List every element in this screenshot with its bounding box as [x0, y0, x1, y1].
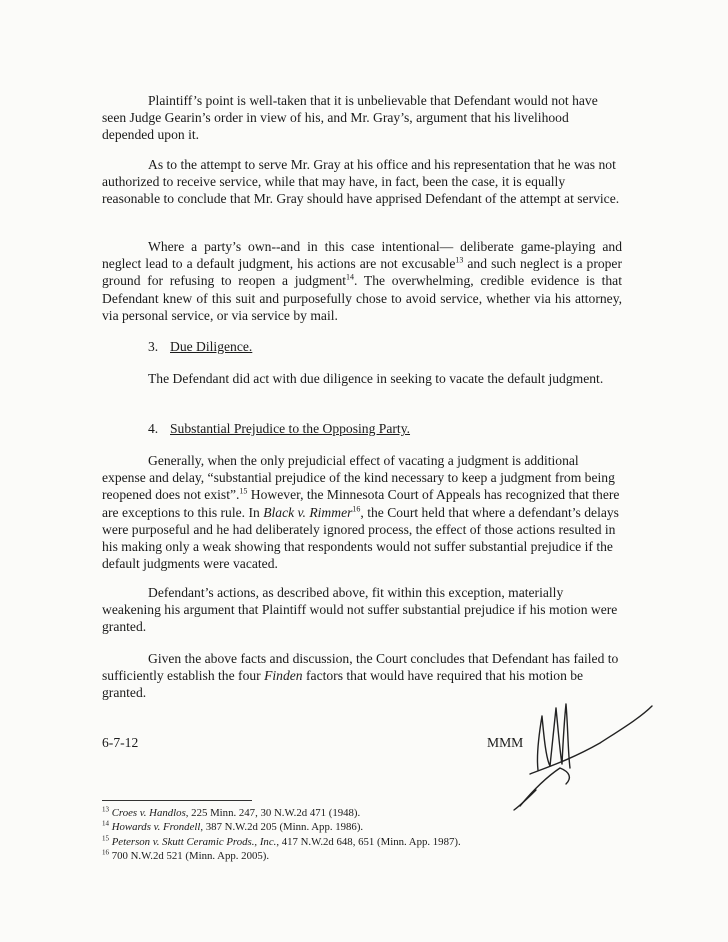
- footnote-number: 13: [102, 805, 109, 814]
- section-heading-substantial-prejudice: [148, 420, 410, 437]
- footnote-ref-13: 13: [455, 255, 464, 265]
- footnote-cite: , 225 Minn. 247, 30 N.W.2d 471 (1948).: [185, 807, 361, 819]
- heading-title: Substantial Prejudice to the Opposing Party.: [170, 421, 411, 436]
- handwritten-signature: [500, 698, 660, 813]
- footnote-cite: , 417 N.W.2d 648, 651 (Minn. App. 1987).: [276, 835, 461, 848]
- text-segment: Generally, when the only prejudicial effect of vacating a judgment is additional expense and delay, “substantial prejudice of the kind necessary to keep a judgment from being reopened does not exist”.: [102, 453, 615, 503]
- footnote-case: Peterson v. Skutt Ceramic Prods., Inc.: [111, 835, 277, 848]
- judge-initials: MMM: [487, 735, 524, 750]
- footnote-13: [102, 806, 461, 820]
- paragraph-due-diligence: The Defendant did act with due diligence in seeking to vacate the default judgment.: [148, 371, 604, 386]
- footnote-15: [102, 835, 461, 849]
- text-segment: . The overwhelming, credible evidence is that Defendant knew of this suit and purposefully chose to avoid service, whether via his attorney, via personal service, or via service by mail.: [102, 273, 622, 323]
- footnote-case: Croes v. Handlos: [111, 807, 186, 819]
- text-segment: , the Court held that where a defendant’s delays were purposeful and he had deliberately ignored process, the effect of those actions resulted in his making only a weak showing that respondents would not suffer substantial prejudice if the default judgments were vacated.: [102, 504, 619, 572]
- finden-term: Finden: [264, 668, 303, 684]
- footnote-separator: [102, 800, 252, 801]
- footnote-16: [102, 849, 461, 863]
- text-segment: and such neglect is a proper ground for refusing to reopen a judgment: [102, 256, 622, 289]
- footnotes: [102, 806, 461, 864]
- footnote-number: 14: [102, 819, 109, 828]
- footnote-cite: 700 N.W.2d 521 (Minn. App. 2005).: [111, 850, 270, 863]
- footnote-ref-15: 15: [239, 486, 248, 496]
- case-name: Black v. Rimmer: [263, 504, 353, 520]
- text-segment: Given the above facts and discussion, the Court concludes that Defendant has failed to sufficiently establish the four: [102, 651, 619, 684]
- paragraph-conclusion: [102, 650, 622, 702]
- footnote-ref-16: 16: [352, 504, 361, 514]
- text-segment: Where a party’s own--and in this case intentional— deliberate game-playing and neglect lead to a default judgment, his actions are not excusable: [102, 239, 622, 272]
- paragraph-exception: Defendant’s actions, as described above, fit within this exception, materially weakening his argument that Plaintiff would not suffer substantial prejudice if his motion were granted.: [102, 585, 618, 635]
- section-heading-due-diligence: [148, 338, 252, 355]
- footnote-14: [102, 820, 461, 834]
- text-segment: factors that would have required that his motion be granted.: [102, 668, 584, 701]
- footnote-case: Howards v. Frondell: [111, 821, 201, 834]
- paragraph-service-attempt: As to the attempt to serve Mr. Gray at his office and his representation that he was not authorized to receive service, while that may have, in fact, been the case, it is equally reasonable to conclude that Mr. Gray should have apprised Defendant of the attempt at service.: [102, 157, 620, 207]
- heading-number: 4.: [148, 421, 159, 436]
- paragraph-game-playing: [102, 238, 622, 324]
- heading-number: 3.: [148, 339, 159, 354]
- heading-title: Due Diligence.: [170, 339, 253, 354]
- footnote-cite: , 387 N.W.2d 205 (Minn. App. 1986).: [200, 821, 364, 834]
- paragraph-unbelievable: Plaintiff’s point is well-taken that it is unbelievable that Defendant would not have seen Judge Gearin’s order in view of his, and Mr. Gray’s, argument that his livelihood depended upon it.: [102, 93, 598, 143]
- text-segment: However, the Minnesota Court of Appeals has recognized that there are exceptions to this rule. In: [102, 487, 620, 520]
- footnote-number: 16: [102, 848, 109, 857]
- signature-date: 6-7-12: [102, 735, 139, 750]
- paragraph-prejudice-rule: [102, 452, 622, 572]
- footnote-number: 15: [102, 834, 109, 843]
- footnote-ref-14: 14: [346, 272, 355, 282]
